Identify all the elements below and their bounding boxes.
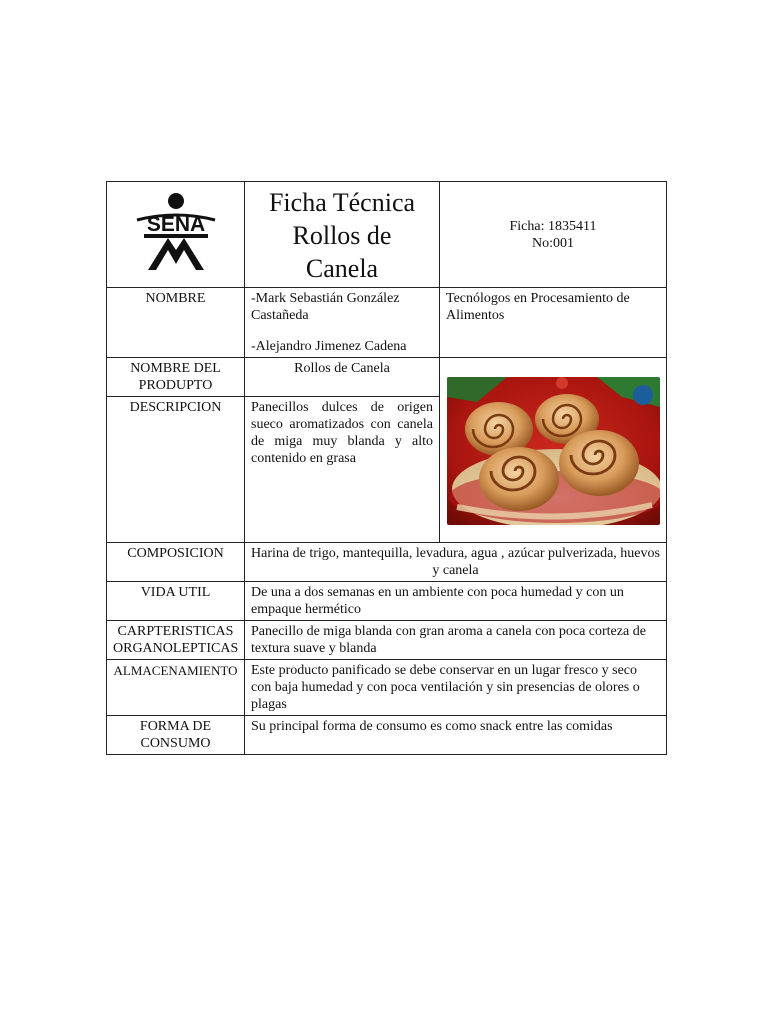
composicion-label: COMPOSICION <box>107 543 245 582</box>
caracteristicas-row <box>107 621 667 660</box>
document-number: No:001 <box>532 235 574 251</box>
descripcion-label: DESCRIPCION <box>107 397 245 543</box>
caracteristicas-label: CARPTERISTICAS ORGANOLEPTICAS <box>107 621 245 660</box>
title-cell <box>245 182 440 288</box>
authors-cell <box>245 288 440 358</box>
composicion-value: Harina de trigo, mantequilla, levadura, agua , azúcar pulverizada, huevos y canela <box>245 543 667 582</box>
page-title-line1: Ficha Técnica <box>268 188 416 217</box>
almacenamiento-value: Este producto panificado se debe conservar en un lugar fresco y seco con baja humedad y con poca ventilación y sin presencias de olores o plagas <box>245 660 667 716</box>
technical-sheet <box>106 181 666 755</box>
logo-cell <box>107 182 245 288</box>
vida-util-label: VIDA UTIL <box>107 582 245 621</box>
sena-logo <box>134 192 218 272</box>
vida-util-row <box>107 582 667 621</box>
caracteristicas-value: Panecillo de miga blanda con gran aroma a canela con poca corteza de textura suave y blanda <box>245 621 667 660</box>
author-1-line2: Castañeda <box>251 308 309 323</box>
photo-cell <box>440 358 667 543</box>
consumo-label: FORMA DE CONSUMO <box>107 716 245 755</box>
consumo-value: Su principal forma de consumo es como snack entre las comidas <box>245 716 667 755</box>
header-row <box>107 182 667 288</box>
ficha-number: Ficha: 1835411 <box>509 218 597 234</box>
nombre-label: NOMBRE <box>107 288 245 358</box>
author-2: -Alejandro Jimenez Cadena <box>251 339 407 354</box>
program-cell: Tecnólogos en Procesamiento de Alimentos <box>440 288 667 358</box>
composicion-row <box>107 543 667 582</box>
page-title-line3: Canela <box>305 254 379 283</box>
ficha-table <box>106 181 667 755</box>
almacenamiento-label: ALMACENAMIENTO <box>107 660 245 716</box>
ficha-number-cell <box>440 182 667 288</box>
almacenamiento-row <box>107 660 667 716</box>
cinnamon-rolls-photo <box>447 377 660 525</box>
svg-text:SENA: SENA <box>146 213 205 236</box>
producto-row <box>107 358 667 397</box>
consumo-row <box>107 716 667 755</box>
nombre-row <box>107 288 667 358</box>
page-title-line2: Rollos de <box>292 221 392 250</box>
vida-util-value: De una a dos semanas en un ambiente con poca humedad y con un empaque hermético <box>245 582 667 621</box>
producto-label: NOMBRE DEL PRODUPTO <box>107 358 245 397</box>
descripcion-value: Panecillos dulces de origen sueco aromatizados con canela de miga muy blanda y alto contenido en grasa <box>245 397 440 543</box>
author-1-line1: -Mark Sebastián González <box>251 291 400 306</box>
producto-value: Rollos de Canela <box>245 358 440 397</box>
